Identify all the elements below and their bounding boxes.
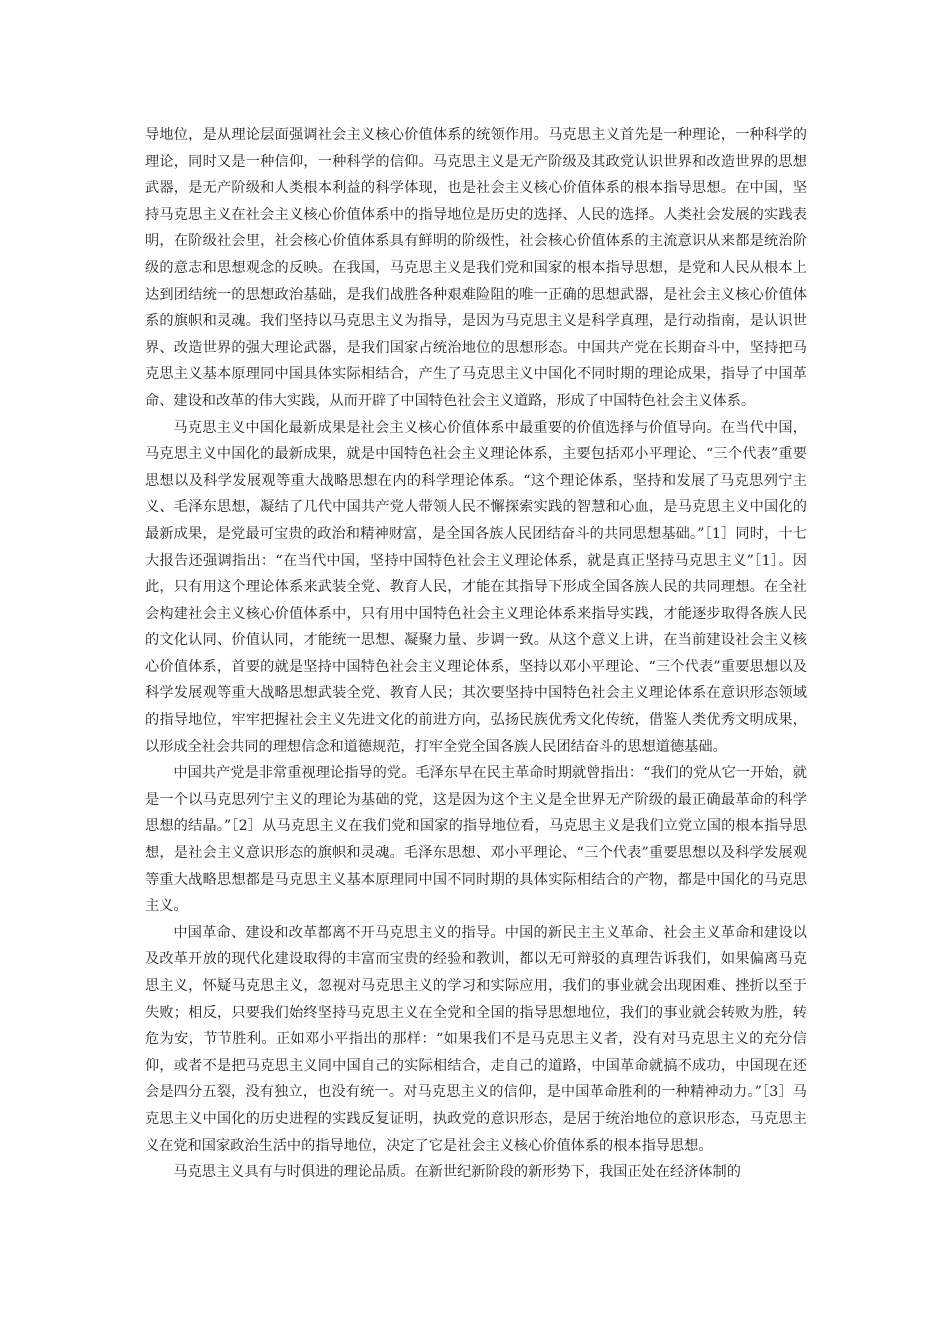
document-body	[145, 122, 807, 1186]
paragraph-4: 中国革命、建设和改革都离不开马克思主义的指导。中国的新民主主义革命、社会主义革命和建设以及改革开放的现代化建设取得的丰富而宝贵的经验和教训，都以无可辩驳的真理告诉我们，如果偏离马克思主义，怀疑马克思主义，忽视对马克思主义的学习和实际应用，我们的事业就会出现困难、挫折以至于失败；相反，只要我们始终坚持马克思主义在全党和全国的指导思想地位，我们的事业就会转败为胜，转危为安，节节胜利。正如邓小平指出的那样：“如果我们不是马克思主义者，没有对马克思主义的充分信仰，或者不是把马克思主义同中国自己的实际相结合，走自己的道路，中国革命就搞不成功，中国现在还会是四分五裂，没有独立，也没有统一。对马克思主义的信仰，是中国革命胜利的一种精神动力。”［3］马克思主义中国化的历史进程的实践反复证明，执政党的意识形态，是居于统治地位的意识形态，马克思主义在党和国家政治生活中的指导地位，决定了它是社会主义核心价值体系的根本指导思想。	[145, 924, 807, 1154]
paragraph-1: 导地位，是从理论层面强调社会主义核心价值体系的统领作用。马克思主义首先是一种理论，一种科学的理论，同时又是一种信仰，一种科学的信仰。马克思主义是无产阶级及其政党认识世界和改造世界的思想武器，是无产阶级和人类根本利益的科学体现，也是社会主义核心价值体系的根本指导思想。在中国，坚持马克思主义在社会主义核心价值体系中的指导地位是历史的选择、人民的选择。人类社会发展的实践表明，在阶级社会里，社会核心价值体系具有鲜明的阶级性，社会核心价值体系的主流意识从来都是统治阶级的意志和思想观念的反映。在我国，马克思主义是我们党和国家的根本指导思想，是党和人民从根本上达到团结统一的思想政治基础，是我们战胜各种艰难险阻的唯一正确的思想武器，是社会主义核心价值体系的旗帜和灵魂。我们坚持以马克思主义为指导，是因为马克思主义是科学真理，是行动指南，是认识世界、改造世界的强大理论武器，是我们国家占统治地位的思想形态。中国共产党在长期奋斗中，坚持把马克思主义基本原理同中国具体实际相结合，产生了马克思主义中国化不同时期的理论成果，指导了中国革命、建设和改革的伟大实践，从而开辟了中国特色社会主义道路，形成了中国特色社会主义体系。	[145, 127, 807, 409]
paragraph-5: 马克思主义具有与时俱进的理论品质。在新世纪新阶段的新形势下，我国正处在经济体制的	[173, 1164, 741, 1181]
paragraph-3: 中国共产党是非常重视理论指导的党。毛泽东早在民主革命时期就曾指出：“我们的党从它一开始，就是一个以马克思列宁主义的理论为基础的党，这是因为这个主义是全世界无产阶级的最正确最革命的科学思想的结晶。”［2］从马克思主义在我们党和国家的指导地位看，马克思主义是我们立党立国的根本指导思想，是社会主义意识形态的旗帜和灵魂。毛泽东思想、邓小平理论、“三个代表”重要思想以及科学发展观等重大战略思想都是马克思主义基本原理同中国不同时期的具体实际相结合的产物，都是中国化的马克思主义。	[145, 765, 807, 915]
paragraph-2: 马克思主义中国化最新成果是社会主义核心价值体系中最重要的价值选择与价值导向。在当代中国，马克思主义中国化的最新成果，就是中国特色社会主义理论体系，主要包括邓小平理论、“三个代表”重要思想以及科学发展观等重大战略思想在内的科学理论体系。“这个理论体系，坚持和发展了马克思列宁主义、毛泽东思想，凝结了几代中国共产党人带领人民不懈探索实践的智慧和心血，是马克思主义中国化的最新成果，是党最可宝贵的政治和精神财富，是全国各族人民团结奋斗的共同思想基础。”［1］同时，十七大报告还强调指出：“在当代中国，坚持中国特色社会主义理论体系，就是真正坚持马克思主义”［1］。因此，只有用这个理论体系来武装全党、教育人民，才能在其指导下形成全国各族人民的共同理想。在全社会构建社会主义核心价值体系中，只有用中国特色社会主义理论体系来指导实践，才能逐步取得各族人民的文化认同、价值认同，才能统一思想、凝聚力量、步调一致。从这个意义上讲，在当前建设社会主义核心价值体系，首要的就是坚持中国特色社会主义理论体系，坚持以邓小平理论、“三个代表”重要思想以及科学发展观等重大战略思想武装全党、教育人民；其次要坚持中国特色社会主义理论体系在意识形态领域的指导地位，牢牢把握社会主义先进文化的前进方向，弘扬民族优秀文化传统，借鉴人类优秀文明成果，以形成全社会共同的理想信念和道德规范，打牢全党全国各族人民团结奋斗的思想道德基础。	[145, 419, 807, 755]
